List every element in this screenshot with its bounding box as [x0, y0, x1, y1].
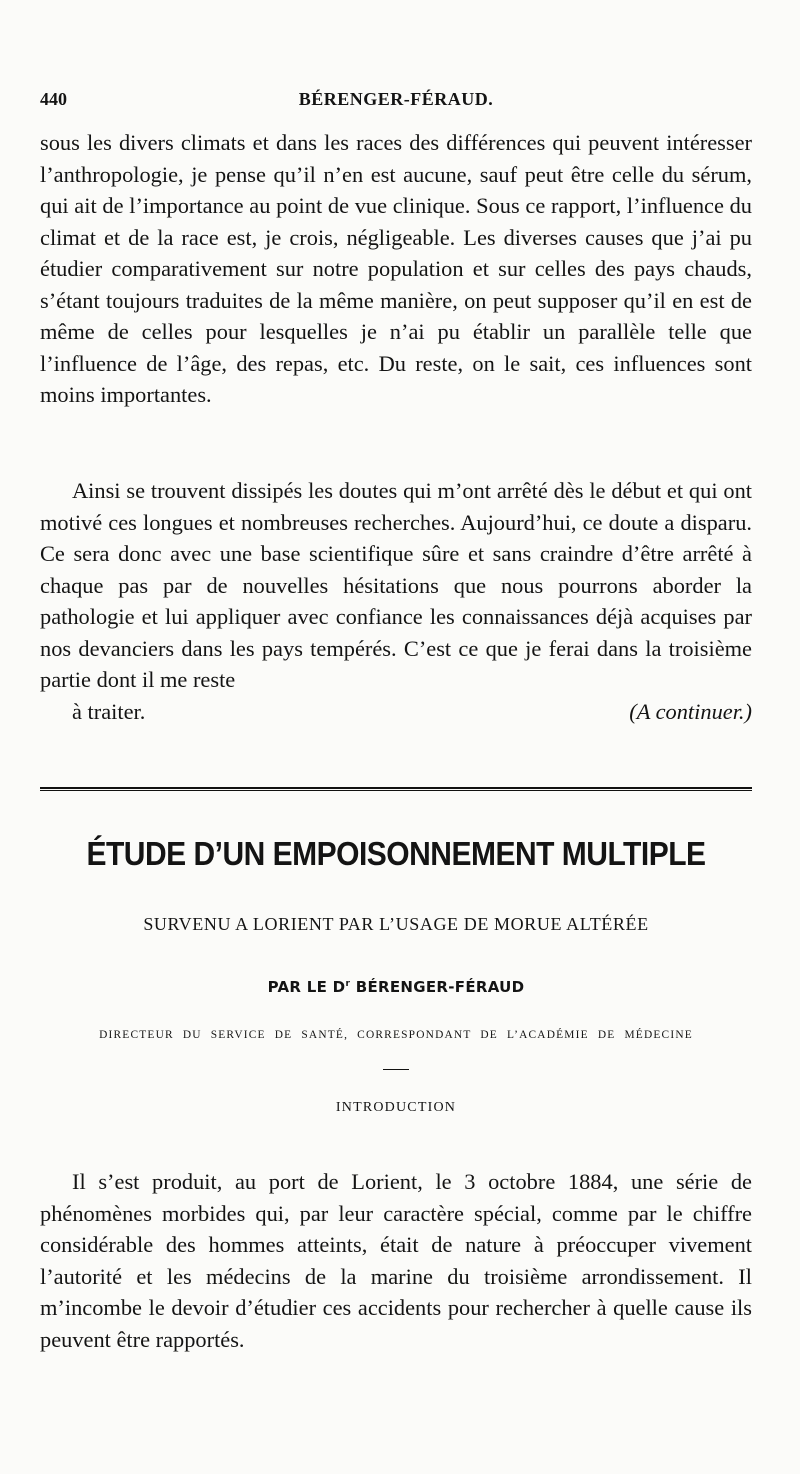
- continuation-note: (A continuer.): [629, 698, 752, 724]
- body-paragraph-2-text: Ainsi se trouvent dissipés les doutes qui m’ont arrêté dès le début et qui ont motivé ces longues et nombreuses recherches. Aujourd’hui, ce doute a disparu. Ce sera donc avec une base scientifique sûre et sans craindre d’être arrêté à chaque pas par de nouvelles hésitations que nous pourrons aborder la pathologie et lui appliquer avec confiance les connaissances déjà acquises par nos devanciers dans les pays tempérés. C’est ce que je ferai dans la troisième partie dont il me reste: [40, 478, 752, 692]
- body-paragraph-1: sous les divers climats et dans les races des différences qui peuvent intéresser l’anthropologie, je pense qu’il n’en est aucune, sauf peut être celle du sérum, qui ait de l’importance au point de vue clinique. Sous ce rapport, l’influence du climat et de la race est, je crois, négligeable. Les diverses causes que j’ai pu étudier comparativement sur notre population et sur celles des pays chauds, s’étant toujours traduites de la même manière, on peut supposer qu’il en est de même de celles pour lesquelles je n’ai pu établir un parallèle telle que l’influence de l’âge, des repas, etc. Du reste, on le sait, ces influences sont moins importantes.: [40, 130, 752, 407]
- author-byline: [40, 978, 752, 996]
- page-number: 440: [40, 89, 67, 109]
- article-title: ÉTUDE D’UN EMPOISONNEMENT MULTIPLE: [86, 835, 706, 873]
- article-subtitle: SURVENU A LORIENT PAR L’USAGE DE MORUE ALTÉRÉE: [143, 914, 649, 934]
- short-divider: [383, 1069, 409, 1070]
- byline-superscript: r: [345, 979, 351, 989]
- section-heading: INTRODUCTION: [335, 1100, 457, 1115]
- introduction-paragraph: Il s’est produit, au port de Lorient, le 3 octobre 1884, une série de phénomènes morbides qui, par leur caractère spécial, comme par le chiffre considérable des hommes atteints, était de nature à préoccuper vivement l’autorité et les médecins de la marine du troisième arrondissement. Il m’incombe le devoir d’étudier ces accidents pour rechercher à quelle cause ils peuvent être rapportés.: [40, 1169, 752, 1352]
- paragraph-2-ending: à traiter.: [72, 698, 146, 724]
- running-head: [40, 89, 752, 115]
- running-title: BÉRENGER-FÉRAUD.: [298, 89, 494, 109]
- section-divider-rule: [40, 787, 752, 791]
- author-name: BÉRENGER-FÉRAUD: [350, 978, 525, 996]
- byline-prefix: PAR LE D: [267, 978, 346, 996]
- paragraph-2-last-line: [40, 696, 752, 728]
- book-page: [40, 0, 752, 1474]
- author-affiliation: DIRECTEUR DU SERVICE DE SANTÉ, CORRESPONDANT DE L’ACADÉMIE DE MÉDECINE: [99, 1029, 693, 1041]
- body-paragraph-2: [40, 475, 752, 727]
